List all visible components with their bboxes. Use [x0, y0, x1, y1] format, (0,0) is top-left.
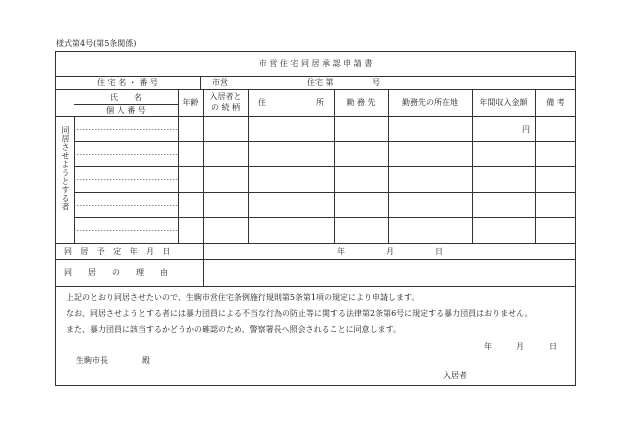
col-my-number: 個 人 番 号: [106, 106, 146, 115]
city-housing-label: 市営: [212, 78, 228, 87]
house-label: 住 宅 名 ・ 番 号: [97, 78, 158, 87]
col-age: 年齢: [182, 98, 199, 107]
form-title: 市 営 住 宅 同 居 承 認 申 請 書: [258, 59, 373, 68]
name-cell-1[interactable]: [75, 117, 178, 129]
col-address-1: 住: [258, 98, 266, 107]
col-workplace: 勤 務 先: [346, 98, 376, 107]
statement-3: また、暴力団員に該当するかどうかの確認のため、警察署長へ照会されることに同意します。: [66, 325, 402, 334]
reason-input-area[interactable]: [204, 260, 575, 286]
cohabitant-side-label: 同居させようとする者: [61, 126, 70, 211]
my-number-cell-1[interactable]: [75, 130, 178, 141]
go-label: 号: [372, 78, 380, 87]
date-month: 月: [386, 247, 394, 256]
name-cell-5[interactable]: [75, 218, 178, 230]
date-year: 年: [337, 247, 345, 256]
applicant-label: 入居者: [443, 371, 467, 380]
honorific: 殿: [142, 356, 150, 365]
addressee: 生駒市長: [76, 356, 108, 365]
sign-month: 月: [516, 342, 524, 351]
col-relation-line2: の 続 柄: [210, 103, 241, 112]
my-number-cell-2[interactable]: [75, 155, 178, 166]
col-address-2: 所: [316, 98, 324, 107]
col-remarks: 備 考: [546, 98, 565, 107]
planned-date-label: 同 居 予 定 年 月 日: [64, 247, 171, 256]
col-income: 年間収入金額: [479, 98, 528, 107]
sign-year: 年: [484, 342, 492, 351]
income-yen-unit: 円: [522, 125, 530, 134]
form-number: 様式第4号(第5条関係): [56, 39, 137, 48]
statement-2: なお、同居させようとする者には暴力団員による不当な行為の防止等に関する法律第2条第6号に規定する暴力団員はおりません。: [66, 309, 533, 318]
col-workplace-address: 勤務先の所在地: [402, 98, 458, 107]
house-number-label: 住宅 第: [307, 78, 334, 87]
my-number-cell-5[interactable]: [75, 231, 178, 243]
name-cell-4[interactable]: [75, 193, 178, 205]
name-cell-2[interactable]: [75, 142, 178, 154]
col-name: 氏 名: [110, 93, 142, 102]
sign-day: 日: [549, 342, 557, 351]
reason-label: 同 居 の 理 由: [64, 268, 168, 277]
my-number-cell-3[interactable]: [75, 180, 178, 192]
date-day: 日: [435, 247, 443, 256]
statement-1: 上記のとおり同居させたいので、生駒市営住宅条例施行規則第5条第1項の規定により申請します。: [66, 293, 420, 302]
my-number-cell-4[interactable]: [75, 206, 178, 217]
col-relation-line1: 入居者と: [209, 92, 242, 101]
name-cell-3[interactable]: [75, 167, 178, 179]
